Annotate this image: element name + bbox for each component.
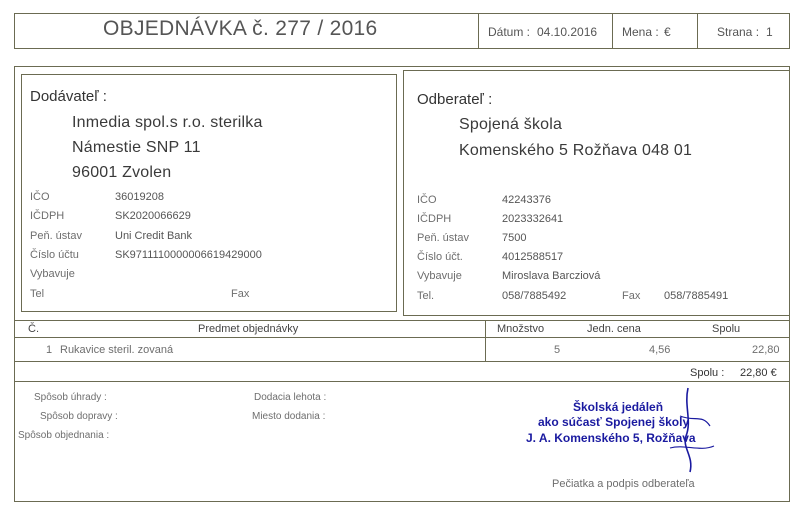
supplier-box [21,74,397,312]
sum-value: 22,80 € [740,367,777,379]
currency-value: € [664,25,671,39]
page-label: Strana : [717,25,760,39]
customer-fax-value: 058/7885491 [664,290,729,302]
transport-label: Spôsob dopravy : [40,411,118,422]
supplier-name: Inmedia spol.s r.o. sterilka [72,114,263,131]
col-header-no: Č. [28,323,39,335]
customer-tel-value: 058/7885492 [502,290,567,302]
sum-label: Spolu : [690,367,725,379]
supplier-fax-label: Fax [231,288,250,300]
supplier-bank-value: Uni Credit Bank [115,230,193,242]
supplier-tel-label: Tel [30,288,45,300]
supplier-contact-label: Vybavuje [30,268,75,280]
signature-scribble [640,386,730,476]
row-no: 1 [46,344,53,356]
supplier-account-value: SK9711110000006619429000 [115,249,262,261]
supplier-icdph-label: IČDPH [30,210,65,222]
row-subject: Rukavice steril. zovaná [60,344,174,356]
supplier-icdph-value: SK2020066629 [115,210,191,222]
date-value: 04.10.2016 [537,25,598,39]
customer-bank-label: Peň. ústav [417,232,469,244]
customer-contact-label: Vybavuje [417,270,462,282]
customer-account-value: 4012588517 [502,251,564,263]
delivery-date-label: Dodacia lehota : [254,392,327,403]
stamp-line-1: Školská jedáleň [573,400,664,414]
row-total: 22,80 [752,344,780,356]
customer-icdph-label: IČDPH [417,213,452,225]
supplier-ico-value: 36019208 [115,191,164,203]
customer-tel-label: Tel. [417,290,435,302]
table-top-rule [14,320,790,321]
supplier-ico-label: IČO [30,191,50,203]
customer-address: Komenského 5 Rožňava 048 01 [459,142,693,159]
col-header-subject: Predmet objednávky [198,323,299,335]
customer-contact-value: Miroslava Barcziová [502,270,601,282]
col-header-qty: Množstvo [497,323,545,335]
document-title: OBJEDNÁVKA č. 277 / 2016 [103,17,378,40]
date-label: Dátum : [488,25,531,39]
row-unit: 4,56 [649,344,671,356]
customer-bank-value: 7500 [502,232,527,244]
delivery-place-label: Miesto dodania : [252,411,326,422]
col-header-unit: Jedn. cena [587,323,641,335]
table-header-rule [14,337,790,338]
sum-rule [14,381,790,382]
stamp-line-2: ako súčasť Spojenej školy [538,415,690,429]
customer-fax-label: Fax [622,290,641,302]
supplier-bank-label: Peň. ústav [30,230,82,242]
table-col-divider [485,320,486,361]
supplier-account-label: Číslo účtu [30,249,79,261]
stamp-line-3: J. A. Komenského 5, Rožňava [526,431,696,445]
order-method-label: Spôsob objednania : [18,430,110,441]
header-divider [697,13,698,49]
supplier-city: 96001 Zvolen [72,164,172,181]
header-divider [478,13,479,49]
customer-heading: Odberateľ : [417,91,493,108]
customer-account-label: Číslo účt. [417,251,463,263]
row-qty: 5 [554,344,561,356]
supplier-heading: Dodávateľ : [30,88,107,105]
page-value: 1 [766,25,773,39]
customer-ico-label: IČO [417,194,437,206]
table-bottom-rule [14,361,790,362]
supplier-street: Námestie SNP 11 [72,139,201,156]
signature-label: Pečiatka a podpis odberateľa [552,478,695,490]
customer-name: Spojená škola [459,116,563,133]
currency-label: Mena : [622,25,659,39]
payment-label: Spôsob úhrady : [34,392,107,403]
customer-icdph-value: 2023332641 [502,213,564,225]
customer-ico-value: 42243376 [502,194,551,206]
col-header-total: Spolu [712,323,741,335]
header-divider [612,13,613,49]
